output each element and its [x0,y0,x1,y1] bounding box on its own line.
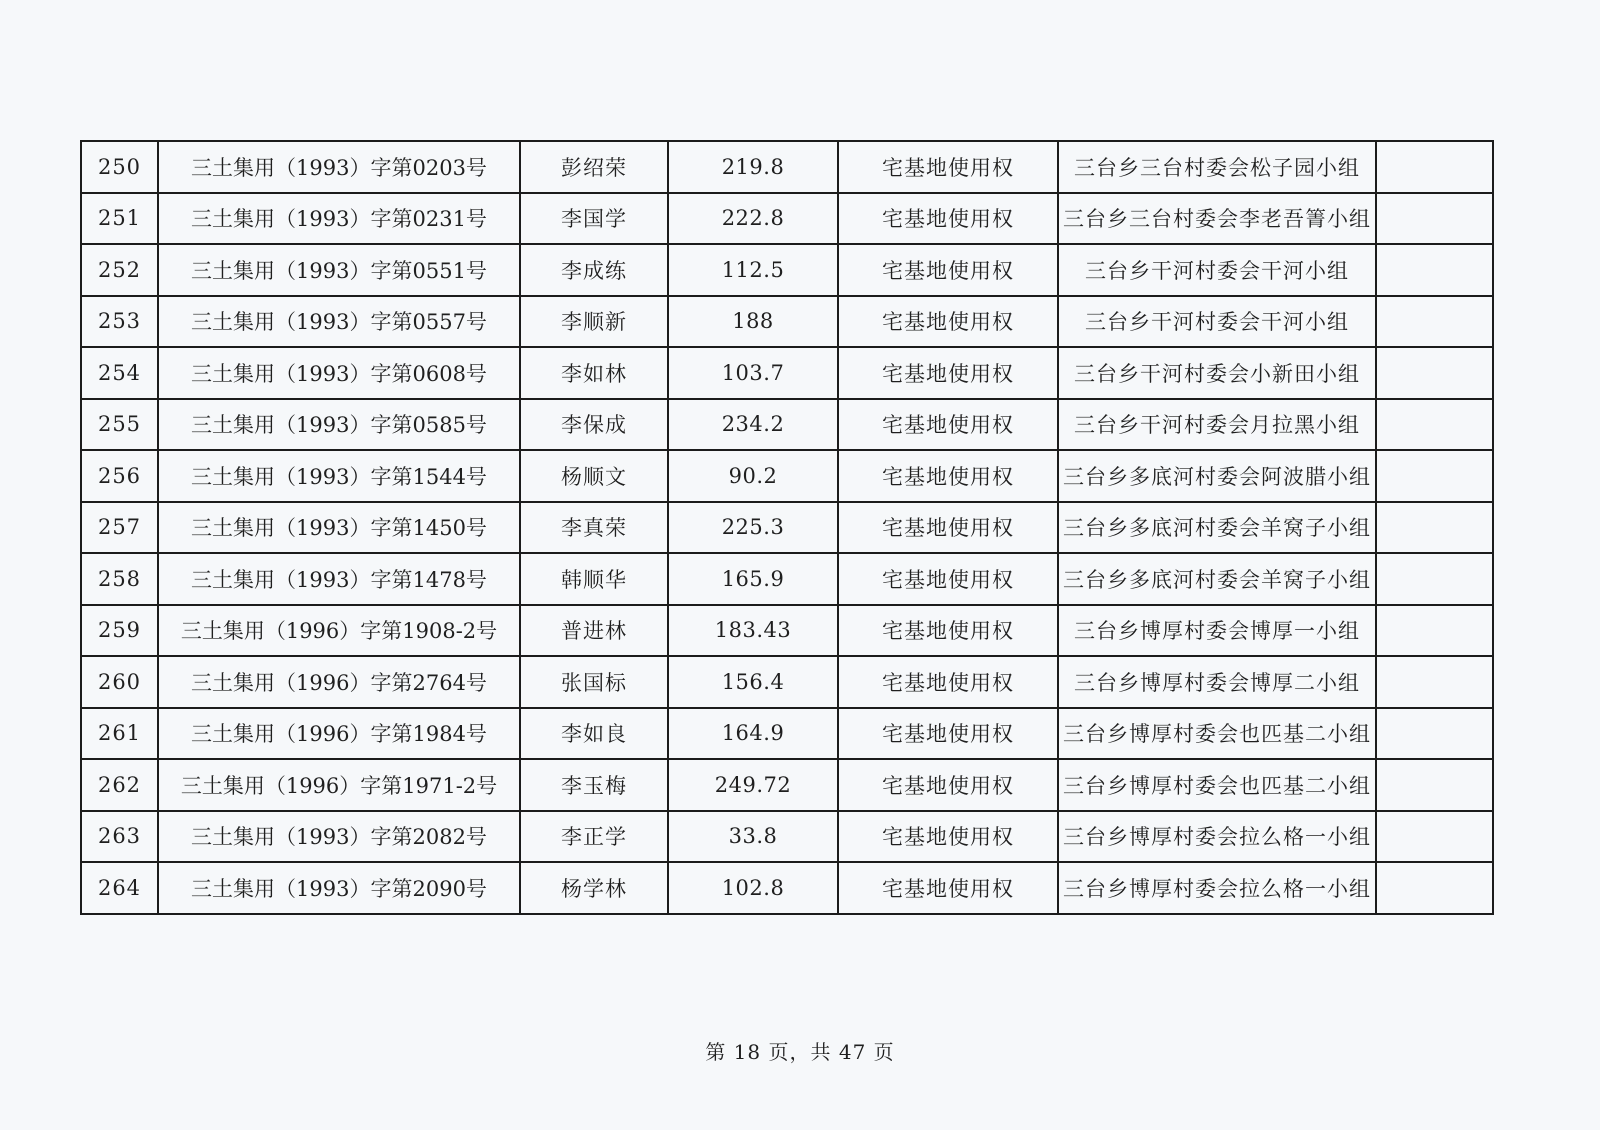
certificate-number-cell: 三土集用（1993）字第0551号 [158,244,520,296]
area-cell: 164.9 [668,708,838,760]
table-row [81,399,1493,451]
table-row [81,605,1493,657]
location-cell: 三台乡多底河村委会羊窝子小组 [1058,553,1376,605]
note-cell [1376,759,1493,811]
table-row [81,811,1493,863]
owner-name-cell: 彭绍荣 [520,141,668,193]
row-number-cell: 262 [81,759,158,811]
owner-name-cell: 李成练 [520,244,668,296]
note-cell [1376,553,1493,605]
right-type-cell: 宅基地使用权 [838,708,1058,760]
owner-name-cell: 李国学 [520,193,668,245]
note-cell [1376,811,1493,863]
right-type-cell: 宅基地使用权 [838,399,1058,451]
certificate-number-cell: 三土集用（1993）字第0203号 [158,141,520,193]
note-cell [1376,193,1493,245]
right-type-cell: 宅基地使用权 [838,296,1058,348]
area-cell: 90.2 [668,450,838,502]
table-row [81,502,1493,554]
location-cell: 三台乡多底河村委会阿波腊小组 [1058,450,1376,502]
certificate-number-cell: 三土集用（1993）字第1544号 [158,450,520,502]
owner-name-cell: 李正学 [520,811,668,863]
owner-name-cell: 李真荣 [520,502,668,554]
table-row [81,656,1493,708]
note-cell [1376,502,1493,554]
area-cell: 249.72 [668,759,838,811]
area-cell: 225.3 [668,502,838,554]
note-cell [1376,399,1493,451]
right-type-cell: 宅基地使用权 [838,141,1058,193]
page-number-footer: 第 18 页，共 47 页 [705,1040,895,1064]
table-row [81,193,1493,245]
location-cell: 三台乡三台村委会松子园小组 [1058,141,1376,193]
area-cell: 165.9 [668,553,838,605]
area-cell: 234.2 [668,399,838,451]
location-cell: 三台乡干河村委会小新田小组 [1058,347,1376,399]
table-row [81,296,1493,348]
table-row [81,347,1493,399]
right-type-cell: 宅基地使用权 [838,193,1058,245]
right-type-cell: 宅基地使用权 [838,450,1058,502]
owner-name-cell: 李玉梅 [520,759,668,811]
location-cell: 三台乡干河村委会干河小组 [1058,244,1376,296]
owner-name-cell: 张国标 [520,656,668,708]
land-records-table [80,140,1494,915]
area-cell: 188 [668,296,838,348]
row-number-cell: 253 [81,296,158,348]
table-row [81,141,1493,193]
area-cell: 222.8 [668,193,838,245]
certificate-number-cell: 三土集用（1993）字第0557号 [158,296,520,348]
note-cell [1376,141,1493,193]
area-cell: 112.5 [668,244,838,296]
row-number-cell: 258 [81,553,158,605]
owner-name-cell: 韩顺华 [520,553,668,605]
certificate-number-cell: 三土集用（1996）字第1984号 [158,708,520,760]
table-row [81,862,1493,914]
owner-name-cell: 李顺新 [520,296,668,348]
right-type-cell: 宅基地使用权 [838,862,1058,914]
area-cell: 33.8 [668,811,838,863]
location-cell: 三台乡博厚村委会也匹基二小组 [1058,759,1376,811]
area-cell: 102.8 [668,862,838,914]
row-number-cell: 259 [81,605,158,657]
area-cell: 156.4 [668,656,838,708]
right-type-cell: 宅基地使用权 [838,502,1058,554]
right-type-cell: 宅基地使用权 [838,811,1058,863]
note-cell [1376,862,1493,914]
owner-name-cell: 杨顺文 [520,450,668,502]
row-number-cell: 264 [81,862,158,914]
area-cell: 219.8 [668,141,838,193]
location-cell: 三台乡博厚村委会博厚一小组 [1058,605,1376,657]
table-body [81,141,1493,914]
right-type-cell: 宅基地使用权 [838,553,1058,605]
row-number-cell: 257 [81,502,158,554]
certificate-number-cell: 三土集用（1996）字第2764号 [158,656,520,708]
certificate-number-cell: 三土集用（1993）字第0585号 [158,399,520,451]
row-number-cell: 252 [81,244,158,296]
table-row [81,450,1493,502]
owner-name-cell: 李如良 [520,708,668,760]
row-number-cell: 255 [81,399,158,451]
owner-name-cell: 李保成 [520,399,668,451]
owner-name-cell: 杨学林 [520,862,668,914]
note-cell [1376,656,1493,708]
row-number-cell: 254 [81,347,158,399]
location-cell: 三台乡博厚村委会也匹基二小组 [1058,708,1376,760]
right-type-cell: 宅基地使用权 [838,605,1058,657]
table-row [81,759,1493,811]
table-row [81,553,1493,605]
right-type-cell: 宅基地使用权 [838,656,1058,708]
row-number-cell: 260 [81,656,158,708]
right-type-cell: 宅基地使用权 [838,347,1058,399]
owner-name-cell: 普进林 [520,605,668,657]
location-cell: 三台乡博厚村委会博厚二小组 [1058,656,1376,708]
row-number-cell: 256 [81,450,158,502]
location-cell: 三台乡博厚村委会拉么格一小组 [1058,862,1376,914]
certificate-number-cell: 三土集用（1993）字第2082号 [158,811,520,863]
table-row [81,244,1493,296]
certificate-number-cell: 三土集用（1993）字第1478号 [158,553,520,605]
location-cell: 三台乡多底河村委会羊窝子小组 [1058,502,1376,554]
note-cell [1376,605,1493,657]
note-cell [1376,708,1493,760]
location-cell: 三台乡干河村委会干河小组 [1058,296,1376,348]
note-cell [1376,450,1493,502]
location-cell: 三台乡干河村委会月拉黑小组 [1058,399,1376,451]
row-number-cell: 261 [81,708,158,760]
certificate-number-cell: 三土集用（1993）字第2090号 [158,862,520,914]
location-cell: 三台乡博厚村委会拉么格一小组 [1058,811,1376,863]
location-cell: 三台乡三台村委会李老吾箐小组 [1058,193,1376,245]
certificate-number-cell: 三土集用（1996）字第1908-2号 [158,605,520,657]
owner-name-cell: 李如林 [520,347,668,399]
note-cell [1376,347,1493,399]
row-number-cell: 251 [81,193,158,245]
certificate-number-cell: 三土集用（1993）字第0231号 [158,193,520,245]
area-cell: 103.7 [668,347,838,399]
row-number-cell: 263 [81,811,158,863]
table-row [81,708,1493,760]
certificate-number-cell: 三土集用（1993）字第1450号 [158,502,520,554]
note-cell [1376,244,1493,296]
right-type-cell: 宅基地使用权 [838,244,1058,296]
row-number-cell: 250 [81,141,158,193]
certificate-number-cell: 三土集用（1993）字第0608号 [158,347,520,399]
note-cell [1376,296,1493,348]
certificate-number-cell: 三土集用（1996）字第1971-2号 [158,759,520,811]
area-cell: 183.43 [668,605,838,657]
right-type-cell: 宅基地使用权 [838,759,1058,811]
